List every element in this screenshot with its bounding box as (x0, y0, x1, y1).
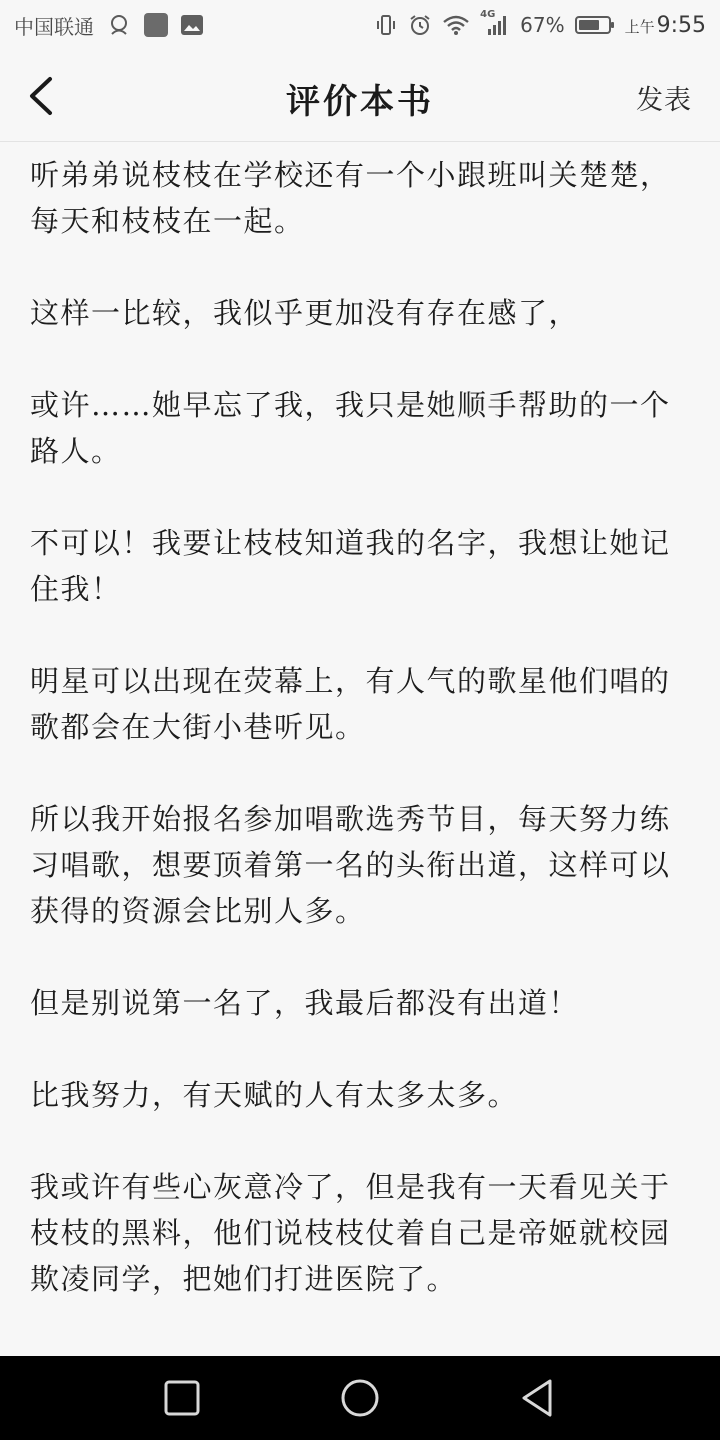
square-recents-icon (160, 1405, 204, 1424)
paragraph: 比我努力，有天赋的人有太多太多。 (30, 1078, 519, 1112)
system-back-button[interactable] (516, 1376, 560, 1420)
status-bar-right (374, 9, 706, 38)
clock (625, 13, 706, 38)
paragraph: 我或许有些心灰意冷了，但是我有一天看见关于枝枝的黑料，他们说枝枝仗着自己是帝姬就校园欺凌同学，把她们打进医院了。 (30, 1170, 671, 1296)
app-notification-icon (144, 13, 168, 37)
battery-icon (575, 15, 615, 35)
publish-button[interactable]: 发表 (636, 85, 692, 116)
gallery-icon (180, 14, 204, 36)
paragraph: 但是别说第一名了，我最后都没有出道！ (30, 986, 580, 1020)
recents-button[interactable] (160, 1376, 204, 1420)
signal-icon (480, 9, 510, 37)
clock-ampm: 上午 (624, 17, 655, 36)
system-navigation-bar (0, 1356, 720, 1440)
clock-time: 9:55 (656, 12, 706, 38)
alarm-icon (408, 13, 432, 37)
page-title: 评价本书 (286, 82, 434, 122)
review-text-area[interactable] (0, 142, 720, 1356)
paragraph: 明星可以出现在荧幕上，有人气的歌星他们唱的歌都会在大街小巷听见。 (30, 664, 671, 744)
paragraph: 不可以！我要让枝枝知道我的名字，我想让她记住我！ (30, 526, 671, 606)
carrier-name: 中国联通 (14, 14, 94, 39)
paragraph: 或许……她早忘了我，我只是她顺手帮助的一个路人。 (30, 388, 671, 468)
home-button[interactable] (338, 1376, 382, 1420)
circle-home-icon (338, 1405, 382, 1424)
review-text (0, 148, 720, 1394)
status-bar (0, 0, 720, 50)
battery-percent: 67% (520, 13, 565, 37)
triangle-back-icon (516, 1405, 560, 1424)
title-bar (0, 50, 720, 142)
paragraph: 这样一比较，我似乎更加没有存在感了， (30, 296, 580, 330)
vibrate-icon (374, 13, 398, 37)
assistant-icon (106, 12, 132, 38)
wifi-icon (442, 14, 470, 36)
paragraph: 听弟弟说枝枝在学校还有一个小跟班叫关楚楚，每天和枝枝在一起。 (30, 158, 671, 238)
paragraph: 所以我开始报名参加唱歌选秀节目，每天努力练习唱歌，想要顶着第一名的头衔出道，这样可以获得的资源会比别人多。 (30, 802, 671, 928)
status-bar-left (14, 11, 204, 40)
network-type-label: 4G (480, 9, 496, 20)
